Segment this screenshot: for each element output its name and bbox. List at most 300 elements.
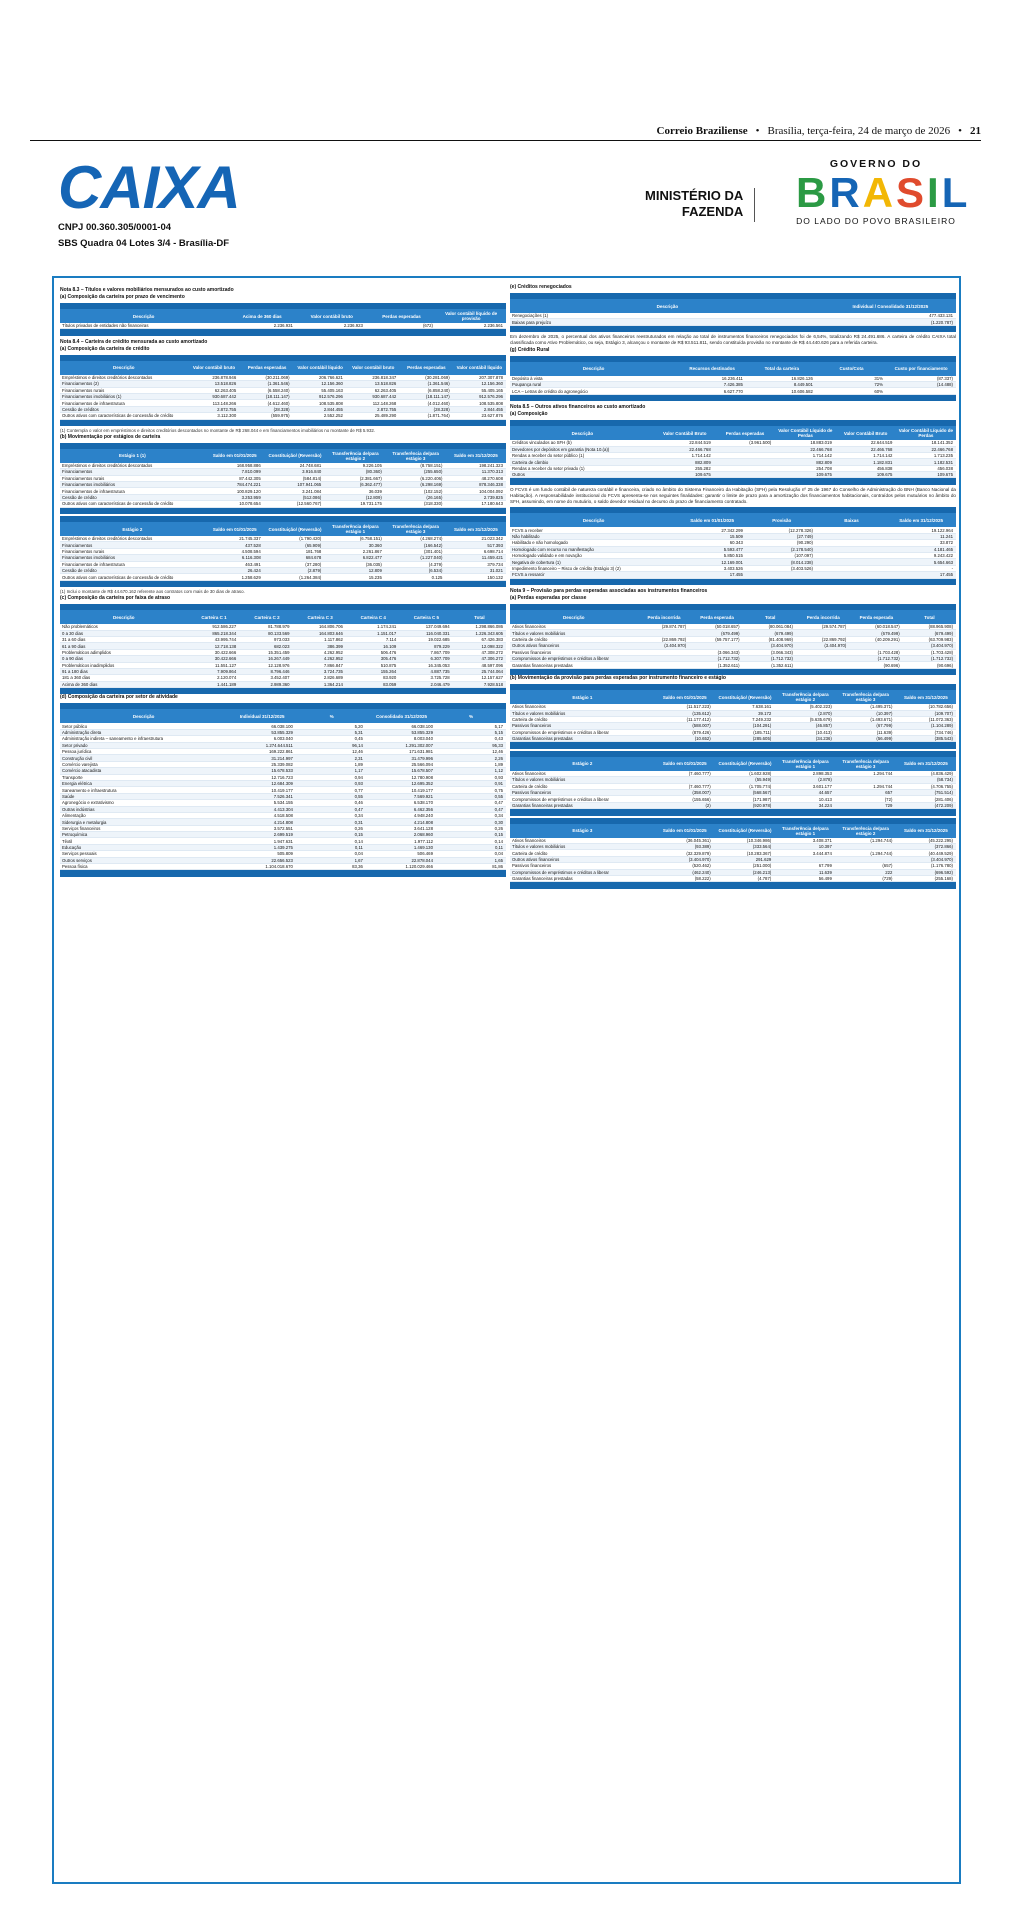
table-cell: 12.169.001 [721,559,743,565]
table-cell: 164.803.646 [319,630,343,636]
table-cell: (4.706.755) [930,783,953,789]
table-cell: 5,15 [494,730,503,736]
table-cell: (333.564) [752,844,772,850]
table-cell: 222 [885,869,893,875]
table-cell: (1.264.384) [299,574,322,580]
table-cell: 4.214.808 [413,819,433,825]
financial-statements-frame [52,276,961,1884]
table-cell: (1.712.732) [717,656,740,662]
table-cell: 4.508.594 [241,549,261,554]
table-cell: 1.182.831 [873,459,893,465]
table-cell: 3.641.128 [413,825,433,831]
table-cell: 2.989.360 [270,681,290,687]
table-header [510,690,956,704]
table-header [510,610,956,624]
table-cell: 17.455 [939,572,953,578]
table-cell: FCVS a receber [512,527,543,533]
table-cell: 9.226.105 [362,463,382,469]
column-header: Transferência de/para estágio 1 [782,758,829,769]
table-total-bar [510,395,956,401]
table-cell: 2.046.479 [430,681,450,687]
table-cell: 62.263.405 [374,387,397,393]
table-cell: (879.426) [692,729,711,735]
table-cell: (28.328) [273,406,290,412]
table-cell: 181.768 [305,549,322,554]
table-cell: 1,89 [494,761,503,767]
column-header: Saldo em 01/01/2025 [212,453,257,459]
table-cell: Agronegócio e extrativismo [62,800,114,806]
table-cell: (40.209.291) [875,636,900,642]
table-cell: (385.543) [934,736,953,742]
table-cell: 10.397 [818,844,832,850]
table-cell: 5.654.663 [933,559,953,565]
table-cell: Outros serviços [62,857,92,863]
table-cell: 21.745.337 [239,536,261,542]
table-cell: 109.675 [695,472,711,478]
table-cell: (109.707) [934,710,953,716]
table-cell: 2.236.923 [343,323,363,329]
table-cell: 16.345.053 [428,662,450,668]
table-cell: 95,33 [492,742,503,748]
table-header [60,610,506,624]
table-cell: (251.000) [752,863,772,869]
table-cell: 22.844.519 [689,440,711,446]
table-cell: 1.713.235 [933,453,953,459]
table-cell: (1.227.040) [420,555,443,561]
table-cell: 12.716.723 [271,774,293,780]
table-cell: Educação [62,845,82,851]
table-cell: 930.687.442 [212,394,237,400]
table-cell: 12.098.322 [481,643,504,649]
table-cell: 83.920 [383,675,397,681]
table-cell: 22.466.768 [931,446,953,452]
table-cell: (285.605) [752,736,772,742]
table-cell: (22.869.792) [821,636,847,642]
table-cell: (281.406) [934,796,953,802]
table-header [60,449,506,463]
table-cell: (734.746) [934,729,953,735]
table-cell: 0,46 [354,800,363,806]
subsection-heading: (a) Composição da carteira de crédito [60,345,150,352]
table-cell: 505.809 [277,851,293,857]
column-header: Saldo em 01/01/2025 [662,694,707,700]
table-cell: 4.262.952 [323,656,343,662]
table-cell: Saúde [62,793,75,799]
table-total-bar [60,420,506,426]
table-cell: (462.240) [692,869,711,875]
subsection-heading: (g) Crédito Rural [510,346,550,353]
column-header: Carteira C 1 [201,614,227,620]
table-cell: 17.180.643 [481,501,503,507]
table-cell: 47.308.272 [481,649,504,655]
table-cell: 16.267.449 [268,656,290,662]
table-cell: 0,47 [494,800,503,806]
table-cell: (11.517.223) [686,704,711,710]
column-header: Perda esperada [700,614,734,620]
ministry-block [645,188,743,220]
table-cell: 912.576.296 [319,394,343,400]
table-cell: 22.878.044 [411,857,433,863]
table-cell: Ativos financeiros [512,837,546,843]
table-cell: (7.460.777) [688,783,711,789]
table-cell: 12,46 [492,749,503,755]
subsection-heading: (e) Créditos renegociados [510,284,572,290]
table-cell: 379.734 [487,561,503,567]
table-cell: 31.214.997 [271,755,293,761]
table-cell: Compromissos de empréstimos e créditos a liberar [512,796,609,802]
footnote: (1) Contempla o valor em empréstimos e direitos creditórios descontados no montante de R$ 268.044 e em financiamentos imobiliários no montante de R$ 5.932. [60,427,376,433]
table-cell: 8.003.040 [413,736,433,742]
table-cell: 882.809 [816,459,832,465]
table-cell: 96,14 [352,742,363,748]
table-cell: (87.337) [936,375,953,381]
column-header: % [329,713,334,719]
table-cell: 0,15 [354,832,363,838]
table-cell: (36.045.361) [686,837,711,843]
table-cell: 27.342.299 [721,527,743,533]
table-cell: 4.948.240 [413,813,433,819]
column-header: Saldo em 01/01/2025 [690,517,734,523]
table-cell: 0,75 [494,787,503,793]
table-cell: 11.639 [819,869,832,875]
table-cell: (1.703.428) [877,649,900,655]
table-cell: 973.033 [274,637,290,643]
table-cell: 23.627.876 [481,413,504,419]
table-cell: Têxtil [62,838,73,844]
table-cell: (22.869.792) [661,636,687,642]
table-cell: 81.788.979 [268,624,290,630]
table-cell: (1.712.732) [931,656,954,662]
table-cell: 879.229 [434,643,450,649]
table-cell: Títulos e valores mobiliários [512,710,566,716]
table-cell: 456.838 [876,465,893,471]
table-cell: (29.874.787) [661,624,687,630]
ministry-line-1: MINISTÉRIO DA [645,188,744,203]
column-header: Valor contábil líquido [297,365,343,371]
column-header: Total [764,614,776,620]
table-cell: 2.552.252 [323,413,343,419]
table-total-bar [60,508,506,514]
column-header: Perdas esperadas [247,365,287,371]
table-cell: Outros ativos financeiros [512,643,560,649]
table-cell: 463.491 [245,561,261,567]
table-cell: 100.829.120 [236,488,261,494]
table-cell: 7.249.232 [752,717,772,723]
table-cell: (657) [882,863,893,869]
table-cell: Financiamentos (2) [62,381,99,387]
table-cell: Outras indústrias [62,806,95,812]
table-cell: 25.566.094 [411,761,433,767]
table-cell: 15.678.533 [271,768,293,774]
table-cell: LCA – Letras de crédito do agronegócio [512,388,588,394]
subsection-heading: (b) Movimentação por estágios de carteira [60,433,161,440]
note-heading: Nota 8.4 – Carteira de crédito mensurada ao custo amortizado [60,338,208,345]
column-header: Saldo em 01/01/2025 [662,828,707,834]
table-cell: Não habilitado [512,534,540,540]
table-cell: (10.652) [694,736,711,742]
table-cell: Financiamentos [62,542,93,548]
table-cell: 7.810.099 [241,469,261,475]
table-cell: 657 [885,790,893,796]
table-cell: 0,93 [354,781,363,787]
column-header: Saldo em 31/12/2025 [899,517,944,523]
table-cell: Créditos vinculados ao SFH (b) [512,440,572,446]
table-cell: 181 a 360 dias [62,675,91,681]
column-header: Transferência de/para estágio 3 [392,524,439,535]
table-cell: 168.958.886 [236,463,261,469]
table-cell: (36.035) [365,561,382,567]
column-header: Estágio 2 [572,761,593,767]
table-cell: Outros ativos com características de concessão de crédito [62,501,174,507]
table-cell: 0 a 90 dias [62,656,84,662]
column-header: Carteira C 4 [360,614,386,620]
column-header: Perdas esperadas [382,313,421,319]
table-cell: 66.038.100 [271,723,293,729]
table-cell: (10.413) [815,729,832,735]
table-cell: (7.460.777) [688,771,711,777]
table-cell: Baixas para prejuízo [512,319,552,325]
table-cell: 2.872.755 [217,406,237,412]
table-cell: (45.222.295) [928,837,953,843]
table-cell: FCVS a ressarcir [512,572,545,578]
table-cell: 7.866.847 [323,662,343,668]
table-cell: Garantias financeiras prestadas [512,736,573,742]
table-cell: 2.120.074 [217,675,237,681]
table-cell: (672) [422,323,433,329]
table-cell: 22.656.523 [271,857,293,863]
column-header: Perda esperada [859,614,894,620]
table-cell: 7.114 [385,637,397,643]
table-cell: 1.364.214 [323,681,343,687]
table-cell: 1.714.142 [812,453,832,459]
table-renegotiated [510,293,956,332]
table-cell: 0,45 [354,736,363,742]
table-cell: 0,26 [494,825,503,831]
table-cell: (155.656) [692,796,711,802]
table-cell: 8.449.501 [793,382,813,388]
table-cell: 53.855.329 [271,730,293,736]
table-cell: 5,20 [354,723,363,729]
table-cell: 47.306.272 [481,656,504,662]
column-header: Total [924,614,935,620]
table-cell: Comércio varejista [62,761,98,767]
table-cell: 31 a 60 dias [62,637,86,643]
table-cell: 510.875 [380,662,397,668]
table-cell: (88.965.908) [928,624,954,630]
table-cell: (58.734) [936,777,953,783]
table-cell: 0,11 [354,845,363,851]
table-rural-credit [510,356,956,402]
table-cell: 456.038 [937,465,953,471]
table-cell: 3.916.840 [302,469,322,475]
table-cell: 5.850.515 [723,553,743,559]
table-cell: Financiamentos de infraestrutura [62,561,125,567]
table-header [510,299,956,313]
government-logo [796,158,971,226]
table-cell: 19.022.685 [428,637,450,643]
table-cell: 5,17 [494,723,503,729]
table-cell: 9.243.422 [933,553,953,559]
table-cell: (5.635.679) [809,717,832,723]
column-header: Carteira C 3 [307,614,333,620]
table-cell: 5.534.155 [273,800,293,806]
table-cell: (1.352.611) [717,662,740,668]
table-cell: (1.220.787) [931,319,953,325]
table-cell: (28.328) [433,406,450,412]
table-cell: 87.442.305 [239,475,261,481]
table-cell: 0,15 [494,832,503,838]
table-securities-maturity [60,303,506,336]
table-cell: Acima de 360 dias [62,681,98,687]
table-cell: 104.004.092 [479,488,503,494]
table-cell: 169.222.861 [269,749,293,755]
table-cell: 26.424 [247,568,261,574]
table-cell: Homologado validado e em novação [512,553,582,559]
table-cell: (472.209) [934,803,953,808]
table-cell: Setor público [62,723,88,729]
table-cell: Carteira de crédito [512,717,548,723]
table-cell: (14.488) [936,382,953,388]
table-cell: 0,04 [494,851,503,857]
table-cell: 0.125 [431,574,443,580]
table-cell: 7.526.341 [273,793,293,799]
column-header: Saldo em 31/12/2025 [903,828,948,834]
table-cell: (12.809) [365,495,382,501]
table-cell: 1.291.302.007 [405,742,433,748]
table-cell: (81.408.969) [768,636,793,642]
table-cell: Cessão de crédito [62,568,97,574]
page-number: 21 [970,125,981,137]
table-cell: (246.213) [752,869,772,875]
table-cell: (2.870) [818,710,832,716]
table-header [60,309,506,323]
table-cell: 1.226.343.605 [475,630,504,636]
table-cell: (2.878) [818,777,832,783]
column-header: Provisão [772,517,792,523]
table-cell: Alimentação [62,813,86,819]
table-cell: Títulos e valores mobiliários [512,630,566,636]
issuer-block [58,154,240,250]
table-cell: 0 a 30 dias [62,630,84,636]
column-header: Saldo em 01/01/2025 [662,761,707,767]
table-cell: (10.397) [876,710,893,716]
table-cell: (3.066.343) [770,649,793,655]
table-cell: Garantias financeiras prestadas [512,803,573,808]
table-cell: 56.499 [818,876,832,882]
table-cell: 2,26 [494,755,503,761]
table-cell: (32.329.879) [686,850,711,856]
table-cell: 291.629 [755,856,772,862]
table-header [60,361,506,375]
table-cell: (34.236) [815,736,832,742]
table-cell: 1.120.029.466 [405,864,433,870]
table-cell: Administração direta [62,730,102,736]
note-heading: Nota 8.3 – Títulos e valores mobiliários mensurados ao custo amortizado [60,287,234,293]
column-header: Custo/Cota [839,366,864,372]
table-cell: (90.696) [937,662,954,668]
table-cell: (6.758.151) [359,536,382,542]
table-cell: 60% [874,388,883,394]
newspaper-name: Correio Braziliense [656,125,748,137]
table-cell: 7.867.709 [430,649,450,655]
table-cell: 2.898.353 [812,771,832,777]
table-cell: 882.809 [695,459,711,465]
table-cell: 10.419.177 [411,787,433,793]
table-cell: Títulos e valores mobiliários [512,844,566,850]
ministry-line-2: FAZENDA [681,204,744,219]
table-cell: 12.156.360 [321,381,343,387]
table-cell: (318.330) [424,501,443,507]
table-cell: 18.883.019 [810,440,832,446]
table-cell: 236.818.347 [372,374,397,380]
table-cell: Passivos financeiros [512,863,552,869]
table-cell: (255.168) [934,876,953,882]
table-cell: 236.878.946 [212,374,237,380]
note-heading: Nota 8.5 – Outros ativos financeiros ao custo amortizado [510,404,646,411]
table-cell: 3.452.407 [270,675,290,681]
table-cell: Passivos financeiros [512,649,552,655]
table-cell: 7.909.864 [217,669,237,675]
table-cell: 7.569.921 [413,793,433,799]
table-total-bar [510,579,956,585]
table-cell: Garantias financeiras prestadas [512,662,573,668]
table-cell: 8.796.446 [270,669,290,675]
table-cell: (1.871.764) [427,413,450,419]
table-cell: 10.419.177 [271,787,293,793]
table-cell: 6.116.308 [241,555,261,561]
table-cell: 12.156.360 [481,381,504,387]
table-cell: 0,93 [494,774,503,780]
table-cell: 6.698.714 [483,549,503,554]
masthead: Correio Braziliense • Brasília, terça-feira, 24 de março de 2026 • 21 [656,125,981,137]
column-header: Valor Contábil Bruto [843,430,888,436]
column-header: Perdas esperadas [725,430,765,436]
table-cell: Empréstimos e direitos creditórios descontados [62,536,153,542]
table-cell: 25.744.064 [481,669,504,675]
table-cell: 66.038.100 [411,723,433,729]
table-cell: Petroquímica [62,832,88,838]
table-cell: (185.711) [753,729,772,735]
table-cell: 15.351.459 [268,649,290,655]
issuer-cnpj: CNPJ 00.360.305/0001-04 [58,222,172,233]
table-cell: 3.725.728 [430,675,450,681]
table-cell: 3.572.551 [273,825,293,831]
table-cell: 2.068.960 [413,832,433,838]
table-cell: 517.393 [487,542,503,548]
table-cell: (751.514) [934,790,953,796]
table-cell: (37.280) [305,561,322,567]
column-header: Transferência de/para estágio 2 [332,450,379,461]
table-cell: 83.059 [383,681,397,687]
table-header [510,824,956,838]
table-cell: Serviços financeiros [62,825,101,831]
table-cell: (29.574.787) [821,624,847,630]
table-cell: 22.466.768 [689,446,711,452]
table-cell: 0,04 [354,851,363,857]
table-cell: 729 [885,803,893,808]
table-header [510,362,956,376]
table-cell: Outros ativos com características de concessão de crédito [62,413,174,419]
column-header: Estágio 1 (1) [118,453,146,459]
body-text: Em dezembro de 2025, o percentual dos ativos financeiros reestruturados em relação ao total de instrumentos financeiros renegociados foi de 6,54%, totalizando R$ 24.491.686. A carteira de crédito CAIXA total classificada como Ativo Problemático, ou seja, Estágio 3, alcançou o montante de R$ 93.511.811, sendo constituída provisão no montante de R$ 44.440.626 para a referida carteira. [510,334,956,346]
table-provision-stage-2 [510,751,956,816]
table-cell: 506.469 [417,851,433,857]
table-cell: 12.780.908 [411,774,433,780]
table-cell: (56.499) [876,736,893,742]
table-cell: 684.678 [305,555,322,561]
table-cell: (679.499) [881,630,900,636]
table-cell: (55.949) [755,777,772,783]
